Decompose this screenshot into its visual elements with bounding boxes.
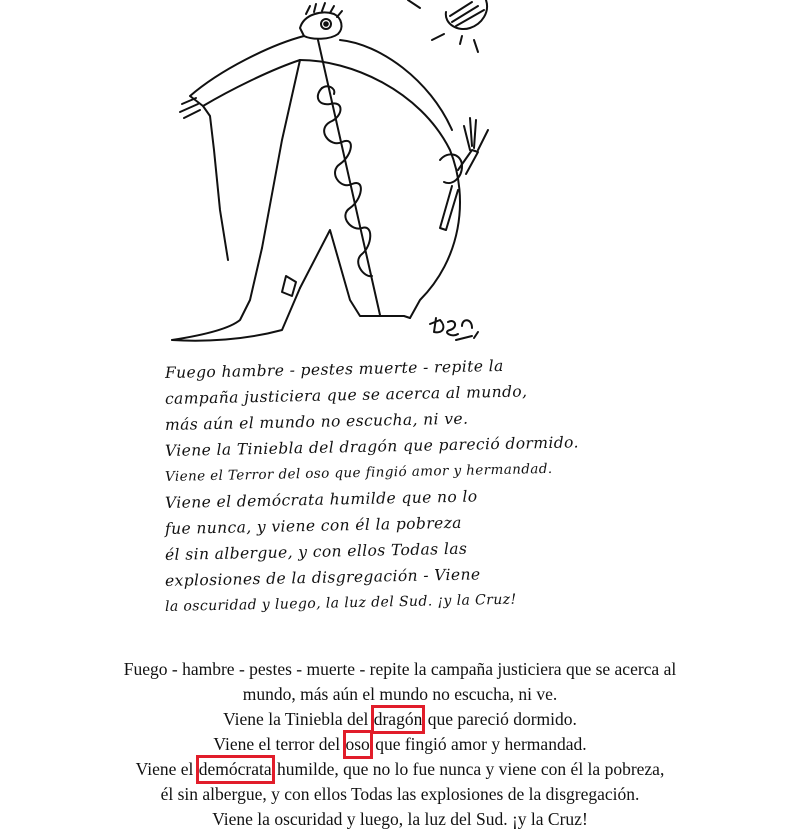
- handwritten-line: él sin albergue, y con ellos Todas las: [164, 539, 468, 564]
- handwritten-line: la oscuridad y luego, la luz del Sud. ¡y la Cruz!: [164, 591, 517, 615]
- snake: [318, 40, 380, 315]
- transcription-line: mundo, más aún el mundo no escucha, ni ve.: [242, 684, 558, 704]
- text-fragment: Viene el terror del: [213, 734, 345, 754]
- text-fragment: humilde, que no lo fue nunca y viene con él la pobreza,: [272, 759, 665, 779]
- text-fragment: Viene el: [135, 759, 198, 779]
- text-fragment: que pareció dormido.: [423, 709, 577, 729]
- transcription-line: Fuego - hambre - pestes - muerte - repite la campaña justiciera que se acerca al: [123, 659, 677, 679]
- transcription-line: él sin albergue, y con ellos Todas las explosiones de la disgregación.: [160, 784, 640, 804]
- figure-head: [300, 3, 342, 39]
- text-fragment: Viene la Tiniebla del: [223, 709, 373, 729]
- highlight-box-democrata: demócrata: [198, 757, 273, 782]
- handwritten-line: Viene el demócrata humilde que no lo: [164, 487, 478, 512]
- transcription-line: [60, 757, 740, 782]
- highlight-box-oso: oso: [345, 732, 371, 757]
- handwritten-line: más aún el mundo no escucha, ni ve.: [164, 409, 469, 434]
- highlight-box-dragon: dragón: [373, 707, 424, 732]
- handwritten-line: explosiones de la disgregación - Viene: [164, 565, 481, 590]
- handwritten-line: Fuego hambre - pestes muerte - repite la: [164, 356, 504, 382]
- transcription-line: Viene la oscuridad y luego, la luz del Sud. ¡y la Cruz!: [212, 809, 588, 829]
- sun: [408, 0, 487, 52]
- figure-body: [172, 36, 460, 341]
- handwritten-line: Viene el Terror del oso que fingió amor y hermandad.: [164, 460, 553, 485]
- handwritten-line: fue nunca, y viene con él la pobreza: [164, 513, 462, 538]
- signature-drawing: [430, 318, 478, 340]
- handwritten-poem: [164, 356, 605, 630]
- handwritten-line: Viene la Tiniebla del dragón que pareció dormido.: [164, 433, 580, 460]
- typed-transcription: [60, 657, 740, 832]
- signature-text: DSN 72: [0, 0, 4, 1]
- transcription-line: [60, 707, 740, 732]
- torch: [440, 118, 488, 230]
- figure-arm: [180, 98, 228, 260]
- text-fragment: que fingió amor y hermandad.: [370, 734, 587, 754]
- handwritten-line: campaña justiciera que se acerca al mundo,: [164, 382, 528, 408]
- transcription-line: [60, 732, 740, 757]
